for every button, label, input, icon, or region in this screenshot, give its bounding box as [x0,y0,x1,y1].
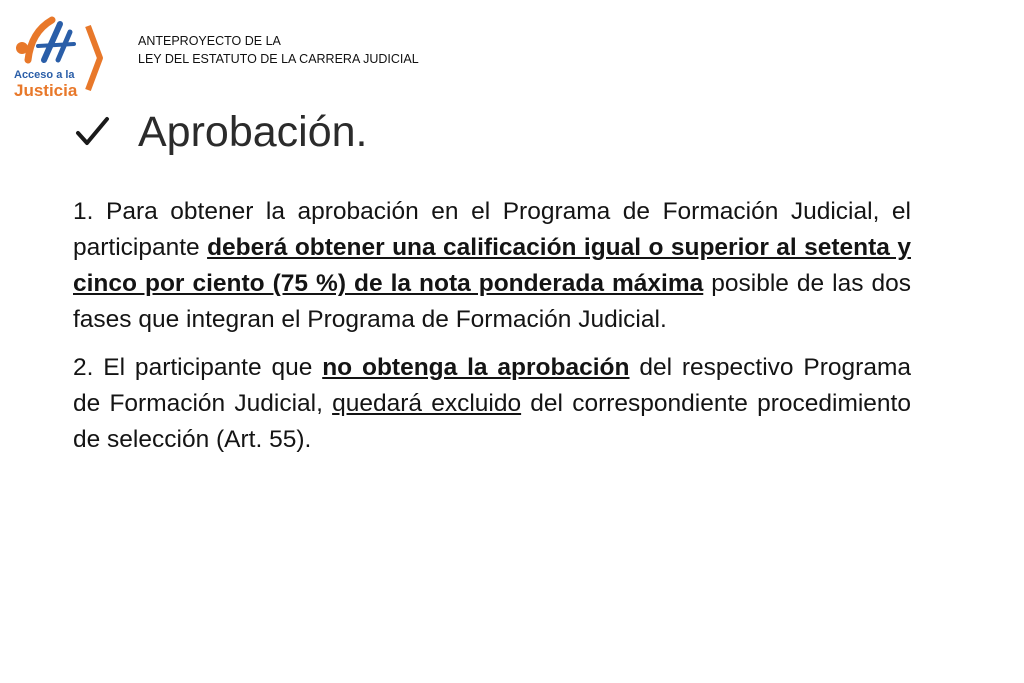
paragraph-2 [73,350,911,458]
paragraph-2-middle: del respectivo Programa de Formación Judicial, [73,354,911,417]
page-title: Aprobación. [138,107,368,156]
header [138,32,419,68]
paragraph-2-rest: del correspondiente procedimiento de selección (Art. 55). [73,390,911,453]
logo-text [14,70,77,99]
title-row [72,100,368,164]
logo-line1: Acceso a la [14,69,75,81]
paragraph-2-emphasis: no obtenga la aprobación [322,354,630,381]
paragraph-1-intro: 1. Para obtener la aprobación en el Programa de Formación Judicial, el participante [73,198,911,261]
paragraph-1-emphasis: deberá obtener una calificación igual o superior al setenta y cinco por ciento (75 %) de la nota ponderada máxima [73,234,911,297]
header-line2: LEY DEL ESTATUTO DE LA CARRERA JUDICIAL [138,52,419,66]
paragraph-1 [73,194,911,338]
paragraph-2-intro: 2. El participante que [73,354,323,381]
slide-body [73,194,911,470]
paragraph-1-rest: posible de las dos fases que integran el Programa de Formación Judicial. [73,270,911,333]
logo [8,16,104,102]
logo-line2: Justicia [14,81,78,100]
header-line1: ANTEPROYECTO DE LA [138,34,281,48]
check-icon [72,112,112,152]
paragraph-2-underlined: quedará excluido [332,390,522,417]
